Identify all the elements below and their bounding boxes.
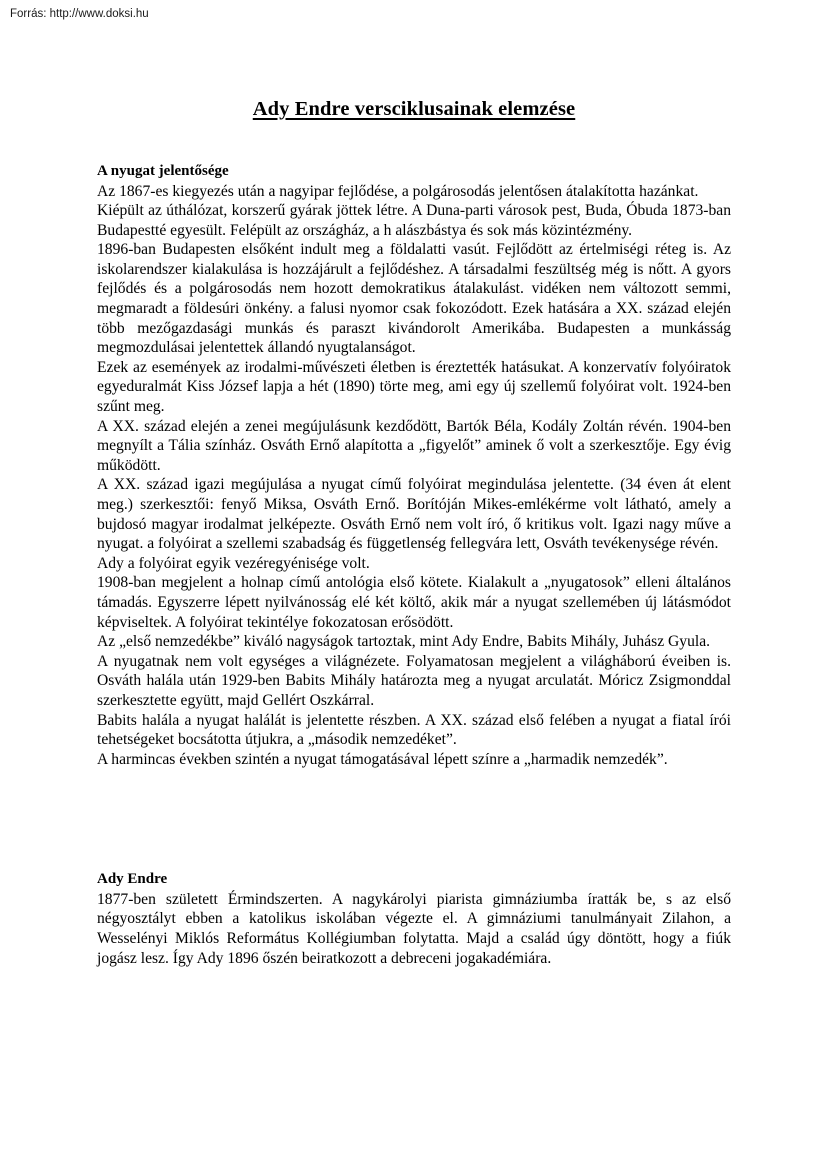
paragraph: Az 1867-es kiegyezés után a nagyipar fejlődése, a polgárosodás jelentősen átalakította hazánkat. xyxy=(97,182,699,200)
paragraph: A nyugatnak nem volt egységes a világnézete. Folyamatosan megjelent a világháború éveiben is. Osváth halála után 1929-ben Babits Mihály határozta meg a nyugat arculatát. Móricz Zsigmonddal szerkesztette együtt, majd Gellért Oszkárral. xyxy=(97,652,731,709)
paragraph: Ady a folyóirat egyik vezéregyénisége volt. xyxy=(97,554,370,572)
paragraph: Az „első nemzedékbe” kiváló nagyságok tartoztak, mint Ady Endre, Babits Mihály, Juhász Gyula. xyxy=(97,633,711,651)
section-a-nyugat-jelentosege xyxy=(97,162,731,769)
paragraph: 1908-ban megjelent a holnap című antológia első kötete. Kialakult a „nyugatosok” elleni általános támadás. Egyszerre lépett nyilvánosság elé két költő, akik már a nyugat szellemében új látásmódot képviseltek. A folyóirat tekintélye fokozatosan erősödött. xyxy=(97,574,731,631)
section-ady-endre xyxy=(97,870,731,968)
source-url-header: Forrás: http://www.doksi.hu xyxy=(10,8,149,20)
paragraph: 1877-ben született Érmindszerten. A nagykárolyi piarista gimnáziumba íratták be, s az első négyosztályt ebben a katolikus iskolában végezte el. A gimnáziumi tanulmányait Zilahon, a Wesselényi Miklós Református Kollégiumban folytatta. Majd a család úgy döntött, hogy a fiúk jogász lesz. Így Ady 1896 őszén beiratkozott a debreceni jogakadémiára. xyxy=(97,890,731,967)
paragraph: A XX. század igazi megújulása a nyugat című folyóirat megindulása jelentette. (34 éven át elent meg.) szerkesztői: fenyő Miksa, Osváth Ernő. Borítóján Mikes-emlékérme volt látható, amely a bujdosó magyar irodalmat jelképezte. Osváth Ernő nem volt író, ő kritikus volt. Igazi nagy műve a nyugat. a folyóirat a szellemi szabadság és függetlenség fellegvára lett, Osváth tevékenysége révén. xyxy=(97,476,731,553)
section-heading: A nyugat jelentősége xyxy=(97,163,229,179)
page-title: Ady Endre versciklusainak elemzése xyxy=(252,98,576,120)
paragraph: Kiépült az úthálózat, korszerű gyárak jöttek létre. A Duna-parti városok pest, Buda, Óbuda 1873-ban Budapestté egyesült. Felépült az országház, a h alászbástya és sok más közintézmény. xyxy=(97,202,731,239)
paragraph: Ezek az események az irodalmi-művészeti életben is éreztették hatásukat. A konzervatív folyóiratok egyeduralmát Kiss József lapja a hét (1890) törte meg, ami egy új szellemű folyóirat volt. 1924-ben szűnt meg. xyxy=(97,358,731,416)
paragraph: Babits halála a nyugat halálát is jelentette részben. A XX. század első felében a nyugat a fiatal írói tehetségeket bocsátotta útjukra, a „második nemzedéket”. xyxy=(97,711,731,749)
paragraph: 1896-ban Budapesten elsőként indult meg a földalatti vasút. Fejlődött az értelmiségi réteg is. Az iskolarendszer kialakulása is hozzájárult a fejlődéshez. A társadalmi feszültség még is nőtt. A gyors fejlődés és a polgárosodás nem hozott demokratikus átalakulást. vidéken nem változott semmi, megmaradt a földesúri önkény. a falusi nyomor csak fokozódott. Ezek hatására a XX. század elején több mezőgazdasági munkás és paraszt kivándorolt Amerikába. Budapesten a munkásság megmozdulásai jelentettek állandó nyugtalanságot. xyxy=(97,241,731,357)
document-body xyxy=(97,96,731,968)
paragraph: A XX. század elején a zenei megújulásunk kezdődött, Bartók Béla, Kodály Zoltán révén. 1904-ben megnyílt a Tália színház. Osváth Ernő alapította a „figyelőt” aminek ő volt a szerkesztője. Egy évig működött. xyxy=(97,417,731,474)
section-heading: Ady Endre xyxy=(97,871,168,888)
title-section-spacer xyxy=(97,122,731,162)
section-spacer xyxy=(97,769,731,870)
paragraph: A harmincas években szintén a nyugat támogatásával lépett színre a „harmadik nemzedék”. xyxy=(97,750,668,768)
